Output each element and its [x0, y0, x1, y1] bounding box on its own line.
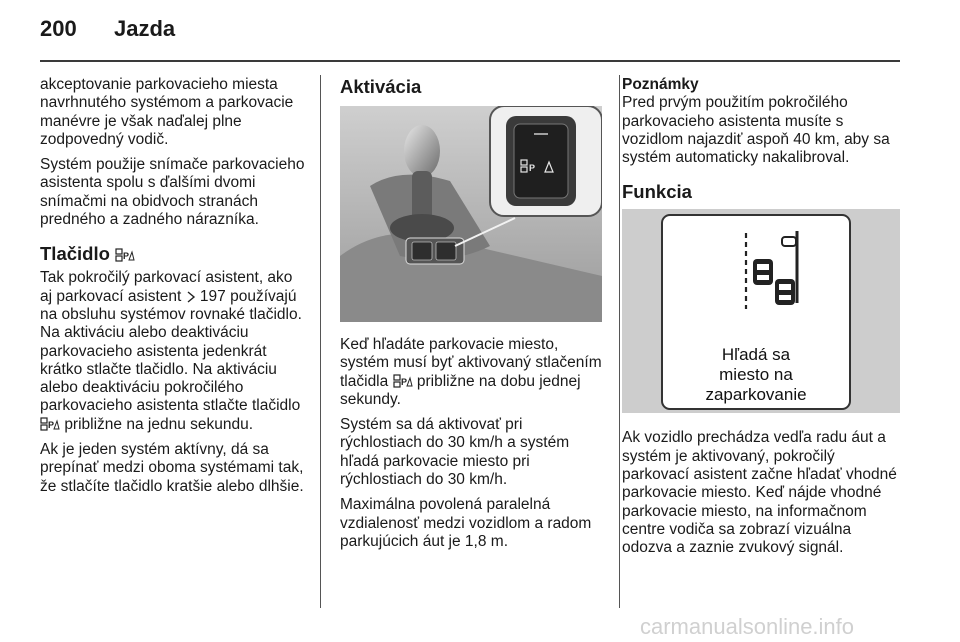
column-divider	[320, 75, 321, 608]
paragraph: Ak je jeden systém aktívny, dá sa prepínať medzi oboma systémami tak, že stlačíte tlačidlo kratšie alebo dlhšie.	[40, 441, 304, 495]
note-title: Poznámky	[622, 76, 699, 93]
console-button-photo	[340, 106, 602, 322]
own-car-icon	[775, 279, 795, 305]
heading-text: Tlačidlo	[40, 243, 110, 265]
column-1	[40, 76, 308, 503]
page-reference[interactable]: 197	[199, 287, 226, 305]
section-heading: Funkcia	[622, 181, 692, 203]
note-text: Pred prvým použitím pokročilého parkovacieho asistenta musíte s vozidlom najazdiť aspoň 40 km, aby sa systém automaticky nakalibroval.	[622, 94, 890, 167]
paragraph: Ak vozidlo prechádza vedľa radu áut a systém je aktivovaný, pokročilý parkovací asistent začne hľadať vhodné parkovacie miesto. Keď nájde vhodné parkovacie miesto, na informačnom centre vodiča sa zobrazí vizuálna odozva a zaznie zvukový signál.	[622, 429, 897, 557]
park-assist-button-icon	[115, 248, 135, 262]
column-2	[340, 76, 602, 558]
text-run: používajú na obsluhu systémov rovnaké tlačidlo. Na aktiváciu alebo deaktiváciu parkovacieho asistenta jedenkrát krátko stlačte tlačidlo. Na aktiváciu alebo deaktiváciu pokročilého parkovacieho asistenta stlačte tlačidlo	[40, 287, 302, 415]
column-divider	[619, 75, 620, 608]
parked-car-icon	[753, 259, 773, 285]
display-text-line-1: Hľadá sa	[721, 345, 791, 365]
park-assist-button-icon	[40, 417, 60, 431]
paragraph: Maximálna povolená paralelná vzdialenosť medzi vozidlom a radom parkujúcich áut je 1,8 m.	[340, 496, 592, 550]
header-rule	[40, 60, 900, 62]
section-heading: Aktivácia	[340, 76, 422, 97]
page-number: 200	[40, 16, 77, 41]
svg-text:P: P	[123, 251, 130, 262]
svg-text:P: P	[400, 376, 407, 387]
svg-text:P: P	[529, 163, 536, 173]
section-heading	[40, 243, 308, 265]
paragraph	[40, 269, 308, 434]
paragraph	[340, 336, 602, 409]
text-run: Keď hľadáte parkovacie miesto, systém musí byť aktivovaný stlačením tlačidla	[340, 336, 602, 390]
column-3	[622, 76, 902, 565]
paragraph: Systém použije snímače parkovacieho asistenta spolu s ďalšími dvomi snímačmi na obidvoch stranách predného a zadného nárazníka.	[40, 156, 305, 229]
text-run: Tak pokročilý parkovací asistent, ako aj parkovací asistent	[40, 269, 293, 305]
display-text-line-2: miesto na	[719, 365, 793, 385]
page-reference-arrow-icon	[186, 291, 196, 303]
paragraph: akceptovanie parkovacieho miesta navrhnutého systémom a parkovacie manévre je však naďalej plne zodpovedný vodič.	[40, 76, 294, 148]
chapter-title: Jazda	[114, 16, 176, 41]
display-text-line-3: zaparkovanie	[705, 385, 807, 405]
watermark: carmanualsonline.info	[640, 614, 855, 639]
text-run: približne na dobu jednej sekundy.	[340, 372, 581, 408]
park-assist-button-icon	[393, 374, 413, 388]
text-run: približne na jednu sekundu.	[64, 415, 254, 433]
svg-text:P: P	[48, 419, 55, 430]
note-box	[622, 76, 902, 167]
driver-info-display	[622, 209, 900, 413]
paragraph: Systém sa dá aktivovať pri rýchlostiach do 30 km/h a systém hľadá parkovacie miesto pri rýchlostiach do 30 km/h.	[340, 416, 570, 489]
